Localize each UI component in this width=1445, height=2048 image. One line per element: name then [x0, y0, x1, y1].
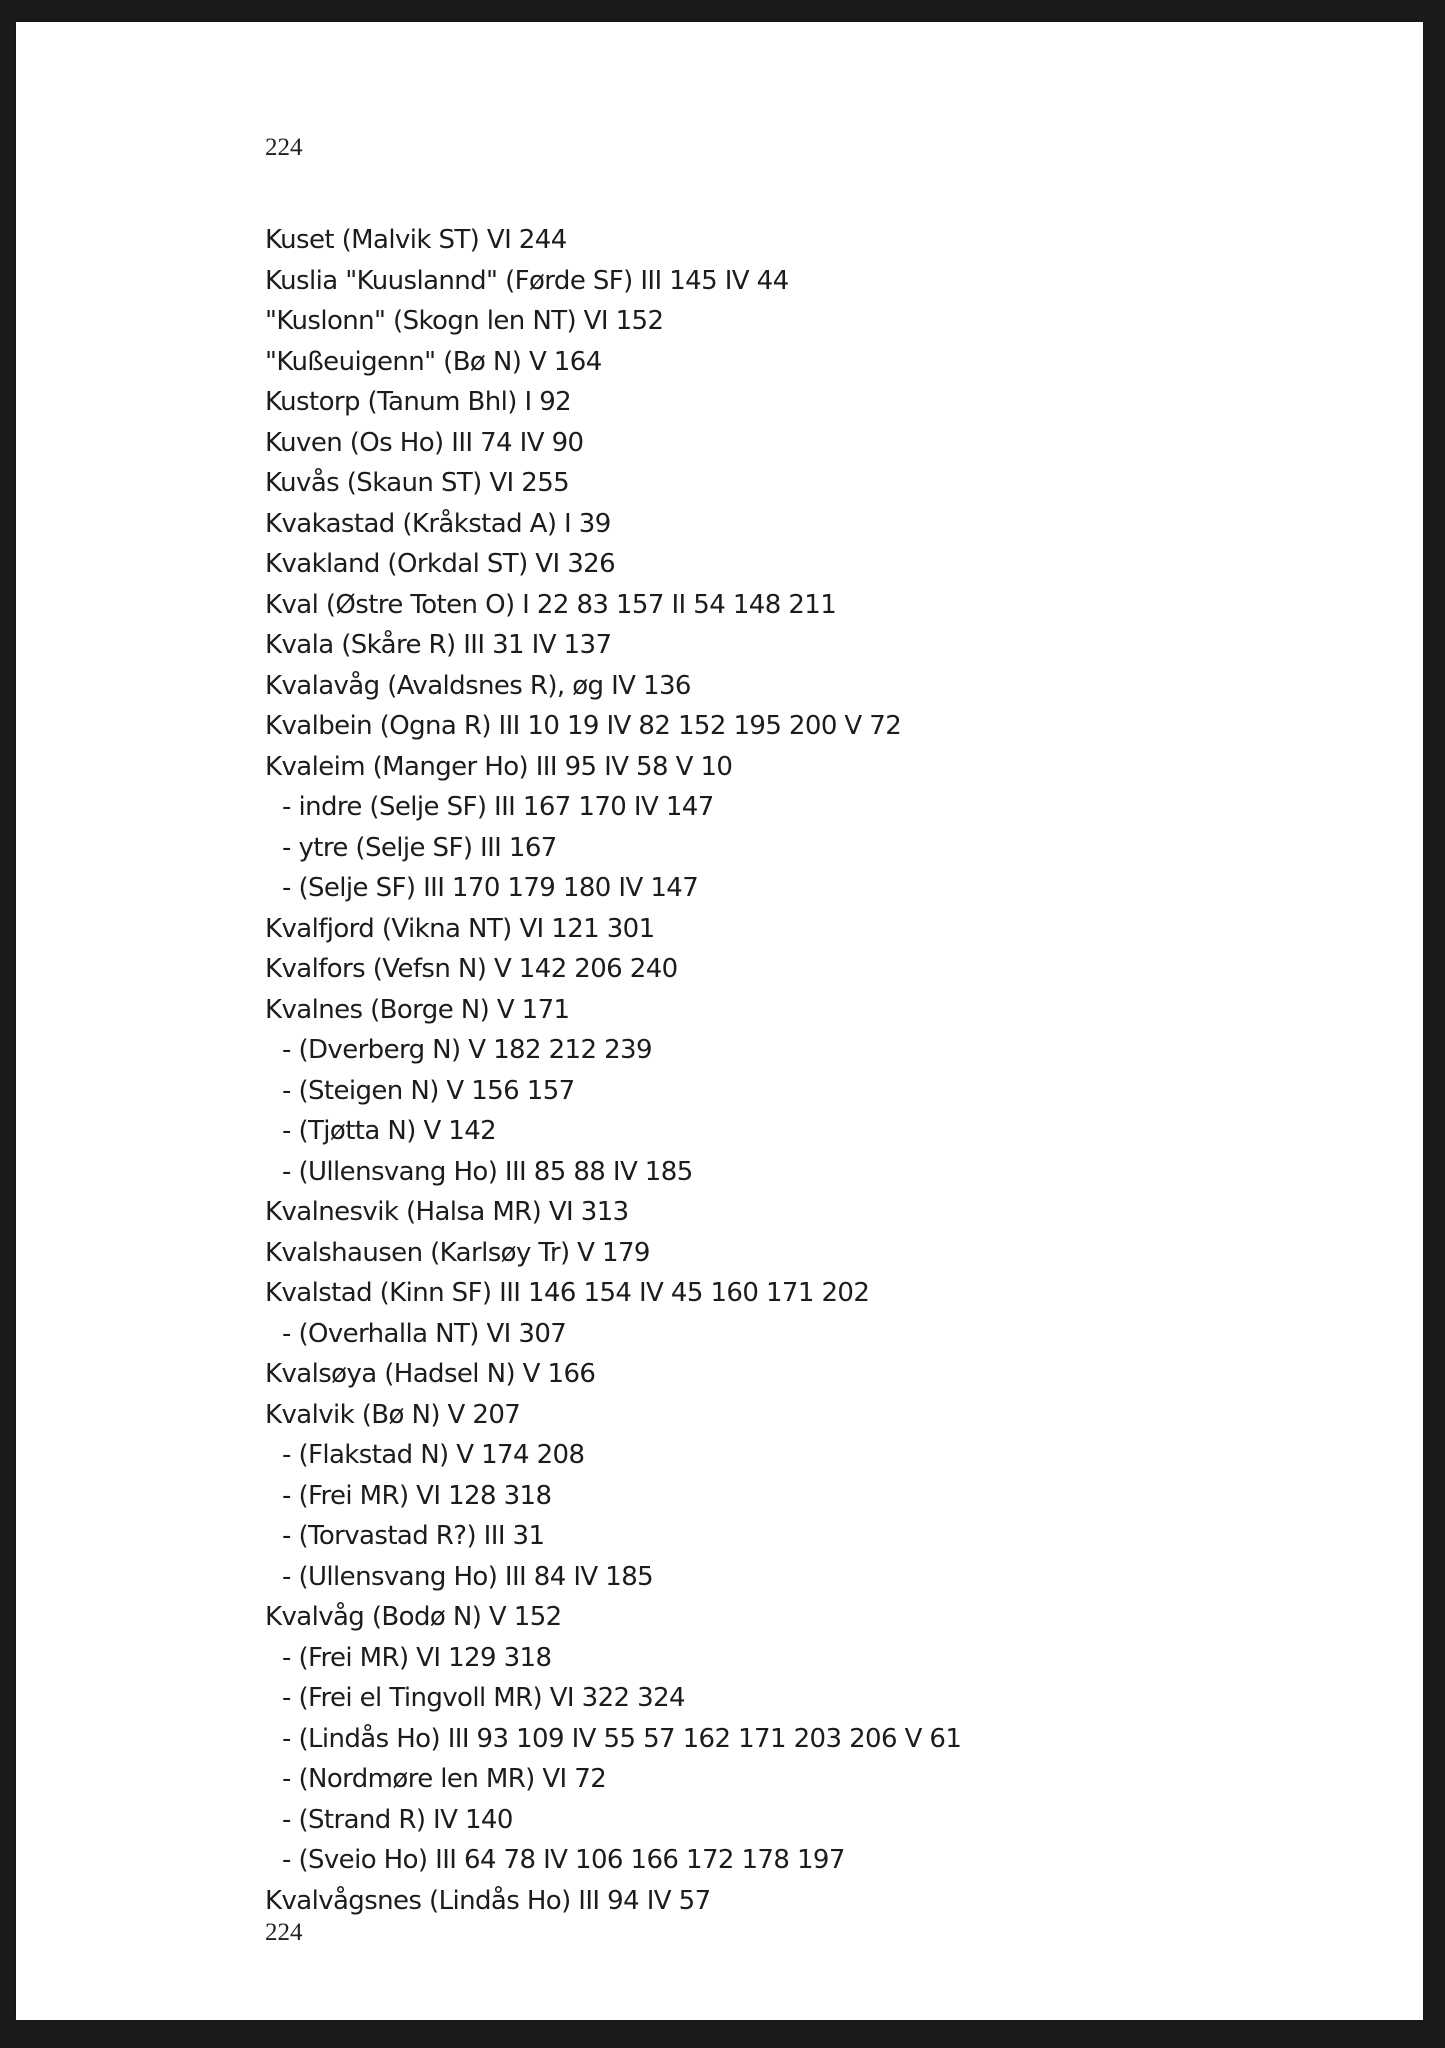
index-entry: Kvalavåg (Avaldsnes R), øg IV 136: [265, 670, 691, 701]
index-entry: Kvalvågsnes (Lindås Ho) III 94 IV 57: [265, 1885, 711, 1916]
index-entry: Kvalfjord (Vikna NT) VI 121 301: [265, 913, 655, 944]
index-subentry: - (Sveio Ho) III 64 78 IV 106 166 172 178 197: [282, 1845, 845, 1875]
index-subentry: - (Flakstad N) V 174 208: [282, 1440, 585, 1470]
index-entry: Kvalbein (Ogna R) III 10 19 IV 82 152 195 200 V 72: [265, 711, 902, 741]
index-entry: Kval (Østre Toten O) I 22 83 157 II 54 148 211: [265, 589, 837, 620]
index-subentry: - (Steigen N) V 156 157: [282, 1075, 575, 1106]
index-subentry: - (Tjøtta N) V 142: [282, 1116, 497, 1146]
index-entry: Kuven (Os Ho) III 74 IV 90: [265, 427, 584, 458]
index-subentry: - (Strand R) IV 140: [282, 1804, 513, 1835]
index-subentry: - (Torvastad R?) III 31: [282, 1521, 545, 1551]
index-subentry: - (Ullensvang Ho) III 84 IV 185: [282, 1561, 654, 1592]
index-entry: Kvalnes (Borge N) V 171: [265, 994, 570, 1025]
index-entry: Kustorp (Tanum Bhl) I 92: [265, 387, 572, 417]
index-subentry: - ytre (Selje SF) III 167: [282, 832, 557, 863]
index-entry: Kvalvåg (Bodø N) V 152: [265, 1602, 562, 1632]
index-entry: Kvalnesvik (Halsa MR) VI 313: [265, 1197, 629, 1227]
index-entry: Kvalvik (Bø N) V 207: [265, 1399, 521, 1430]
index-entry: Kvalfors (Vefsn N) V 142 206 240: [265, 954, 678, 984]
page-number-bottom: 224: [265, 1919, 303, 1946]
index-subentry: - (Nordmøre len MR) VI 72: [282, 1764, 607, 1794]
index-entry: "Kuslonn" (Skogn len NT) VI 152: [265, 306, 664, 336]
page-number-top: 224: [265, 134, 303, 161]
document-page: [16, 22, 1423, 2020]
index-subentry: - (Frei el Tingvoll MR) VI 322 324: [282, 1683, 685, 1713]
index-subentry: - (Ullensvang Ho) III 85 88 IV 185: [282, 1156, 693, 1187]
index-subentry: - (Dverberg N) V 182 212 239: [282, 1035, 652, 1065]
index-entry: Kuset (Malvik ST) VI 244: [265, 225, 567, 255]
index-entry: Kuslia "Kuuslannd" (Førde SF) III 145 IV 44: [265, 265, 789, 296]
index-entry: Kuvås (Skaun ST) VI 255: [265, 468, 570, 498]
index-entry: Kvakland (Orkdal ST) VI 326: [265, 549, 616, 579]
index-subentry: - (Frei MR) VI 129 318: [282, 1642, 552, 1673]
index-entry: Kvalstad (Kinn SF) III 146 154 IV 45 160 171 202: [265, 1278, 870, 1308]
index-entry: Kvalshausen (Karlsøy Tr) V 179: [265, 1237, 650, 1268]
index-entry: "Kußeuigenn" (Bø N) V 164: [265, 346, 602, 377]
index-subentry: - (Overhalla NT) VI 307: [282, 1318, 567, 1349]
index-subentry: - (Lindås Ho) III 93 109 IV 55 57 162 171 203 206 V 61: [282, 1723, 962, 1754]
index-entry: Kvaleim (Manger Ho) III 95 IV 58 V 10: [265, 751, 733, 782]
index-entry: Kvalsøya (Hadsel N) V 166: [265, 1359, 596, 1389]
index-entry-list: [265, 220, 961, 1921]
index-subentry: - indre (Selje SF) III 167 170 IV 147: [282, 792, 714, 822]
index-subentry: - (Selje SF) III 170 179 180 IV 147: [282, 873, 699, 903]
index-entry: Kvala (Skåre R) III 31 IV 137: [265, 630, 612, 660]
index-entry: Kvakastad (Kråkstad A) I 39: [265, 508, 611, 539]
index-subentry: - (Frei MR) VI 128 318: [282, 1480, 552, 1511]
